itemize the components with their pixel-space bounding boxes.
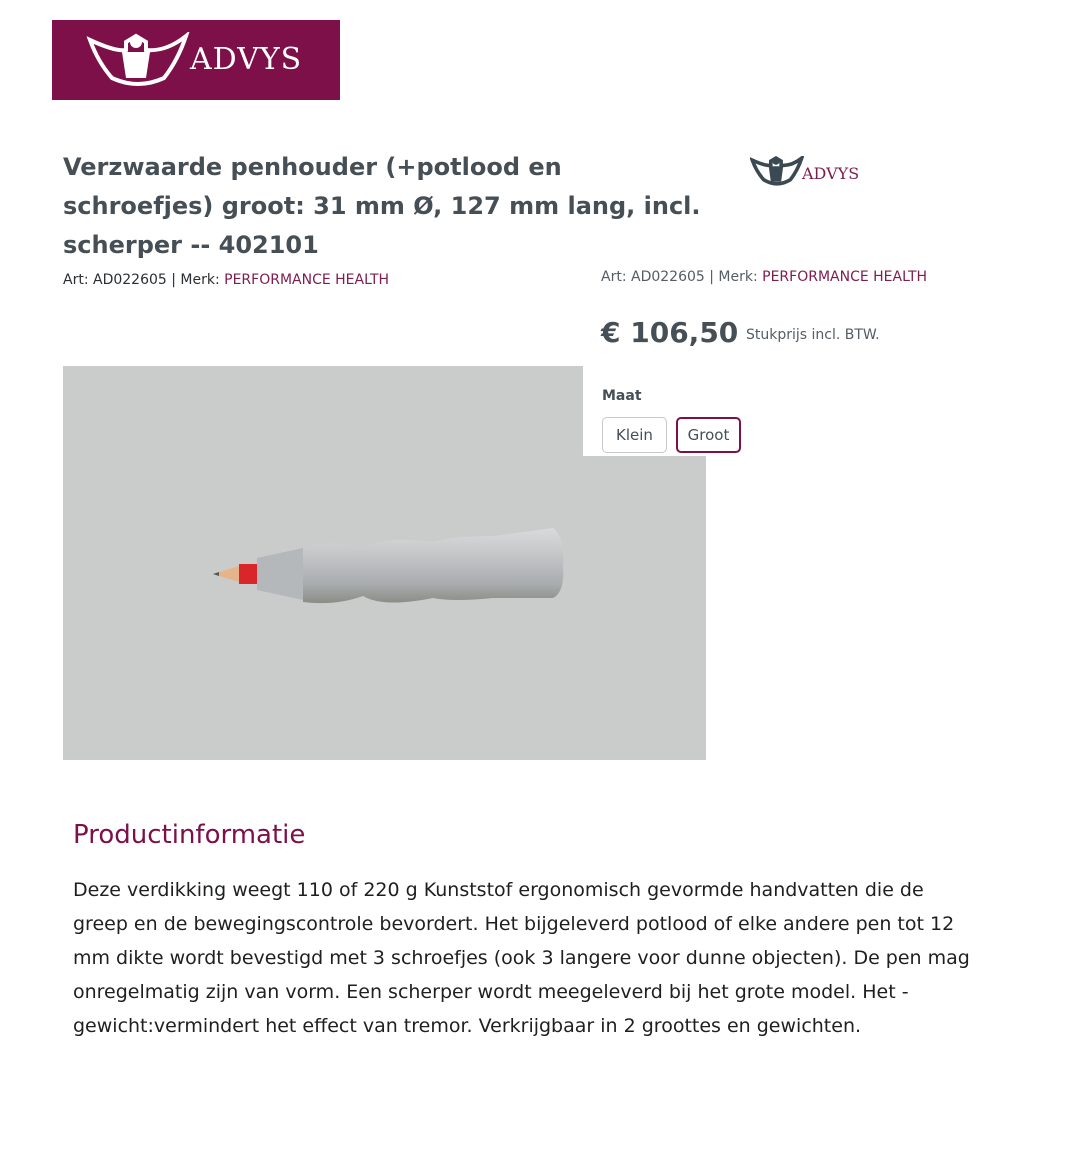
- product-meta-left: [63, 272, 389, 288]
- advys-logo-icon: [86, 32, 190, 90]
- site-logo[interactable]: [52, 20, 340, 100]
- brand-link[interactable]: PERFORMANCE HEALTH: [224, 272, 390, 288]
- product-meta-right: [601, 269, 927, 285]
- size-label: Maat: [602, 388, 642, 404]
- product-info-text: Deze verdikking weegt 110 of 220 g Kunststof ergonomisch gevormde handvatten die de greep en de bewegingscontrole bevordert. Het bijgeleverd potlood of elke andere pen tot 12 mm dikte wordt bevestigd met 3 schroefjes (ook 3 langere voor dunne objecten). De pen mag onregelmatig zijn van vorm. Een scherper wordt meegeleverd bij het grote model. Het - gewicht:vermindert het effect van tremor. Verkrijgbaar in 2 groottes en gewichten.: [73, 879, 970, 1037]
- brand-logo-icon: [750, 156, 804, 190]
- product-info-title: Productinformatie: [73, 820, 306, 850]
- brand-logo-text: ADVYS: [802, 164, 860, 183]
- size-option-groot[interactable]: Groot: [676, 417, 741, 453]
- price-note: Stukprijs incl. BTW.: [746, 327, 880, 343]
- article-number: Art: AD022605 | Merk:: [63, 272, 225, 288]
- price: € 106,50: [601, 316, 739, 349]
- size-option-klein[interactable]: Klein: [602, 417, 667, 453]
- logo-text: ADVYS: [190, 42, 303, 77]
- brand-link[interactable]: PERFORMANCE HEALTH: [762, 269, 928, 285]
- article-number: Art: AD022605 | Merk:: [601, 269, 763, 285]
- product-title: Verzwaarde penhouder (+potlood en schroefjes) groot: 31 mm Ø, 127 mm lang, incl. scherper -- 402101: [63, 153, 701, 259]
